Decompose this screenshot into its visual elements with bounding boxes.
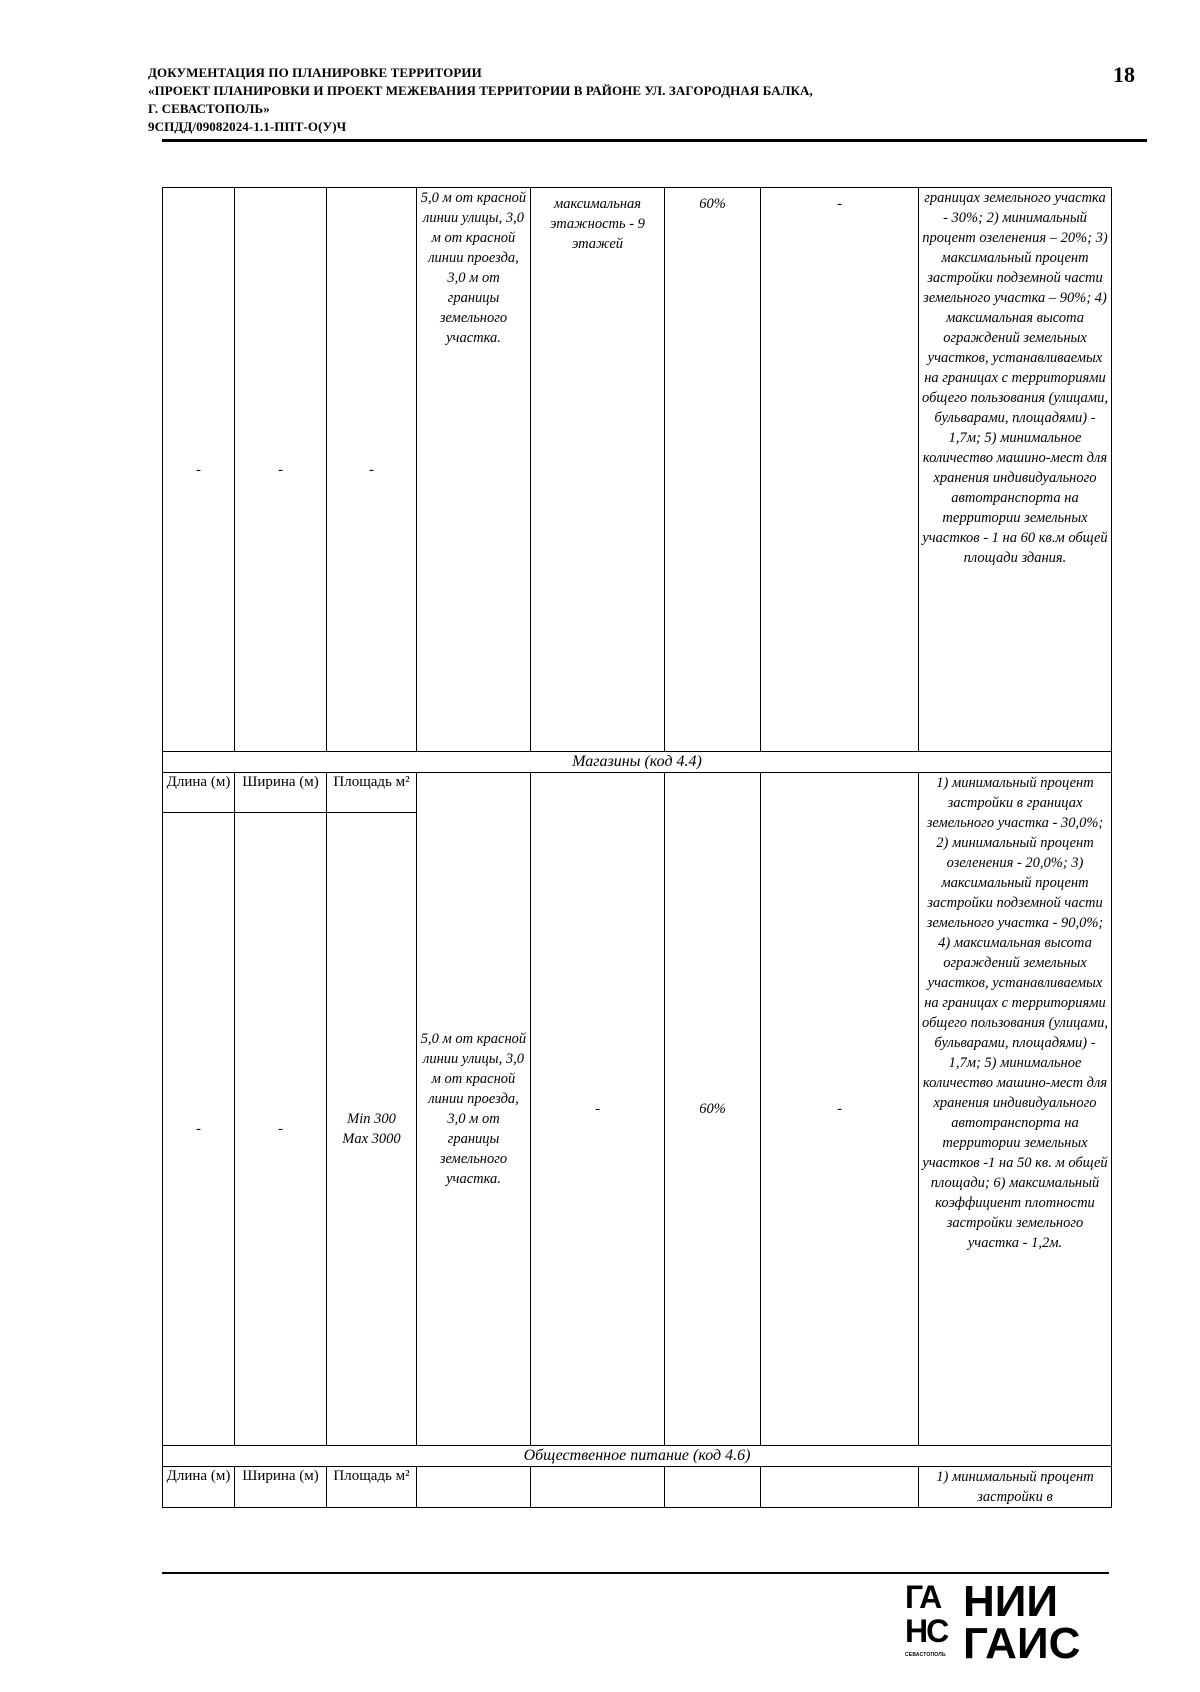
page-number: 18 bbox=[1113, 62, 1135, 87]
setback-cell: 5,0 м от красной линии улицы, 3,0 м от красной линии проезда, 3,0 м от границы земельного участка. bbox=[417, 188, 531, 752]
regulations-table bbox=[162, 187, 1112, 1508]
logo-line-2: ГАИС bbox=[963, 1619, 1081, 1668]
width-header: Ширина (м) bbox=[235, 773, 327, 813]
header-line-2: «ПРОЕКТ ПЛАНИРОВКИ И ПРОЕКТ МЕЖЕВАНИЯ ТЕРРИТОРИИ В РАЙОНЕ УЛ. ЗАГОРОДНАЯ БАЛКА, bbox=[148, 83, 813, 98]
coverage-cell: 60% bbox=[665, 773, 761, 1446]
heritage-cell: - bbox=[761, 188, 919, 752]
floors-cell: максимальная этажность - 9 этажей bbox=[531, 188, 665, 752]
header-line-4: 9СПДД/09082024-1.1-ППТ-О(У)Ч bbox=[148, 119, 347, 134]
table-row bbox=[163, 1467, 1112, 1508]
length-cell: - bbox=[163, 813, 235, 1446]
header-line-3: Г. СЕВАСТОПОЛЬ» bbox=[148, 101, 270, 116]
heritage-cell: - bbox=[761, 773, 919, 1446]
section-title: Магазины (код 4.4) bbox=[163, 752, 1112, 773]
logo-mark-top: ГА bbox=[905, 1579, 941, 1615]
header-divider bbox=[162, 139, 1147, 142]
coverage-cell: 60% bbox=[665, 188, 761, 752]
niigais-logo bbox=[905, 1577, 1085, 1670]
area-max: Max 3000 bbox=[342, 1131, 401, 1147]
width-header: Ширина (м) bbox=[235, 1467, 327, 1508]
other-params-cell: границах земельного участка - 30%; 2) минимальный процент озеленения – 20%; 3) максимальный процент застройки подземной части земельного участка – 90%; 4) максимальная высота ограждений земельных участков, устанавливаемых на границах с территориями общего пользования (улицами, бульварами, площадями) - 1,7м; 5) минимальное количество машино-мест для хранения индивидуального автотранспорта на территории земельных участков - 1 на 60 кв.м общей площади здания. bbox=[919, 188, 1112, 752]
empty-cell bbox=[761, 1467, 919, 1508]
width-cell: - bbox=[235, 188, 327, 752]
length-header: Длина (м) bbox=[163, 773, 235, 813]
width-cell: - bbox=[235, 813, 327, 1446]
area-header: Площадь м² bbox=[327, 773, 417, 813]
section-title: Общественное питание (код 4.6) bbox=[163, 1446, 1112, 1467]
section-title-row bbox=[163, 1446, 1112, 1467]
area-min: Min 300 bbox=[347, 1111, 396, 1127]
area-cell bbox=[327, 813, 417, 1446]
area-cell: - bbox=[327, 188, 417, 752]
empty-cell bbox=[417, 1467, 531, 1508]
other-params-cell: 1) минимальный процент застройки в bbox=[919, 1467, 1112, 1508]
empty-cell bbox=[531, 1467, 665, 1508]
table-row bbox=[163, 773, 1112, 813]
table-row bbox=[163, 188, 1112, 752]
other-params-cell: 1) минимальный процент застройки в границах земельного участка - 30,0%; 2) минимальный процент озеленения - 20,0%; 3) максимальный процент застройки подземной части земельного участка - 90,0%; 4) максимальная высота ограждений земельных участков, устанавливаемых на границах с территориями общего пользования (улицами, бульварами, площадями) - 1,7м; 5) минимальное количество машино-мест для хранения индивидуального автотранспорта на территории земельных участков -1 на 50 кв. м общей площади; 6) максимальный коэффициент плотности застройки земельного участка - 1,2м. bbox=[919, 773, 1112, 1446]
length-header: Длина (м) bbox=[163, 1467, 235, 1508]
logo-tiny-text: СЕВАСТОПОЛЬ bbox=[905, 1652, 946, 1658]
section-title-row bbox=[163, 752, 1112, 773]
footer-divider bbox=[162, 1572, 1109, 1574]
document-header bbox=[148, 64, 1138, 136]
logo-mark-bottom: НС bbox=[905, 1613, 948, 1649]
floors-cell: - bbox=[531, 773, 665, 1446]
empty-cell bbox=[665, 1467, 761, 1508]
setback-cell: 5,0 м от красной линии улицы, 3,0 м от красной линии проезда, 3,0 м от границы земельного участка. bbox=[417, 773, 531, 1446]
area-header: Площадь м² bbox=[327, 1467, 417, 1508]
length-cell: - bbox=[163, 188, 235, 752]
header-line-1: ДОКУМЕНТАЦИЯ ПО ПЛАНИРОВКЕ ТЕРРИТОРИИ bbox=[148, 65, 482, 80]
logo-line-1: НИИ bbox=[963, 1577, 1059, 1626]
